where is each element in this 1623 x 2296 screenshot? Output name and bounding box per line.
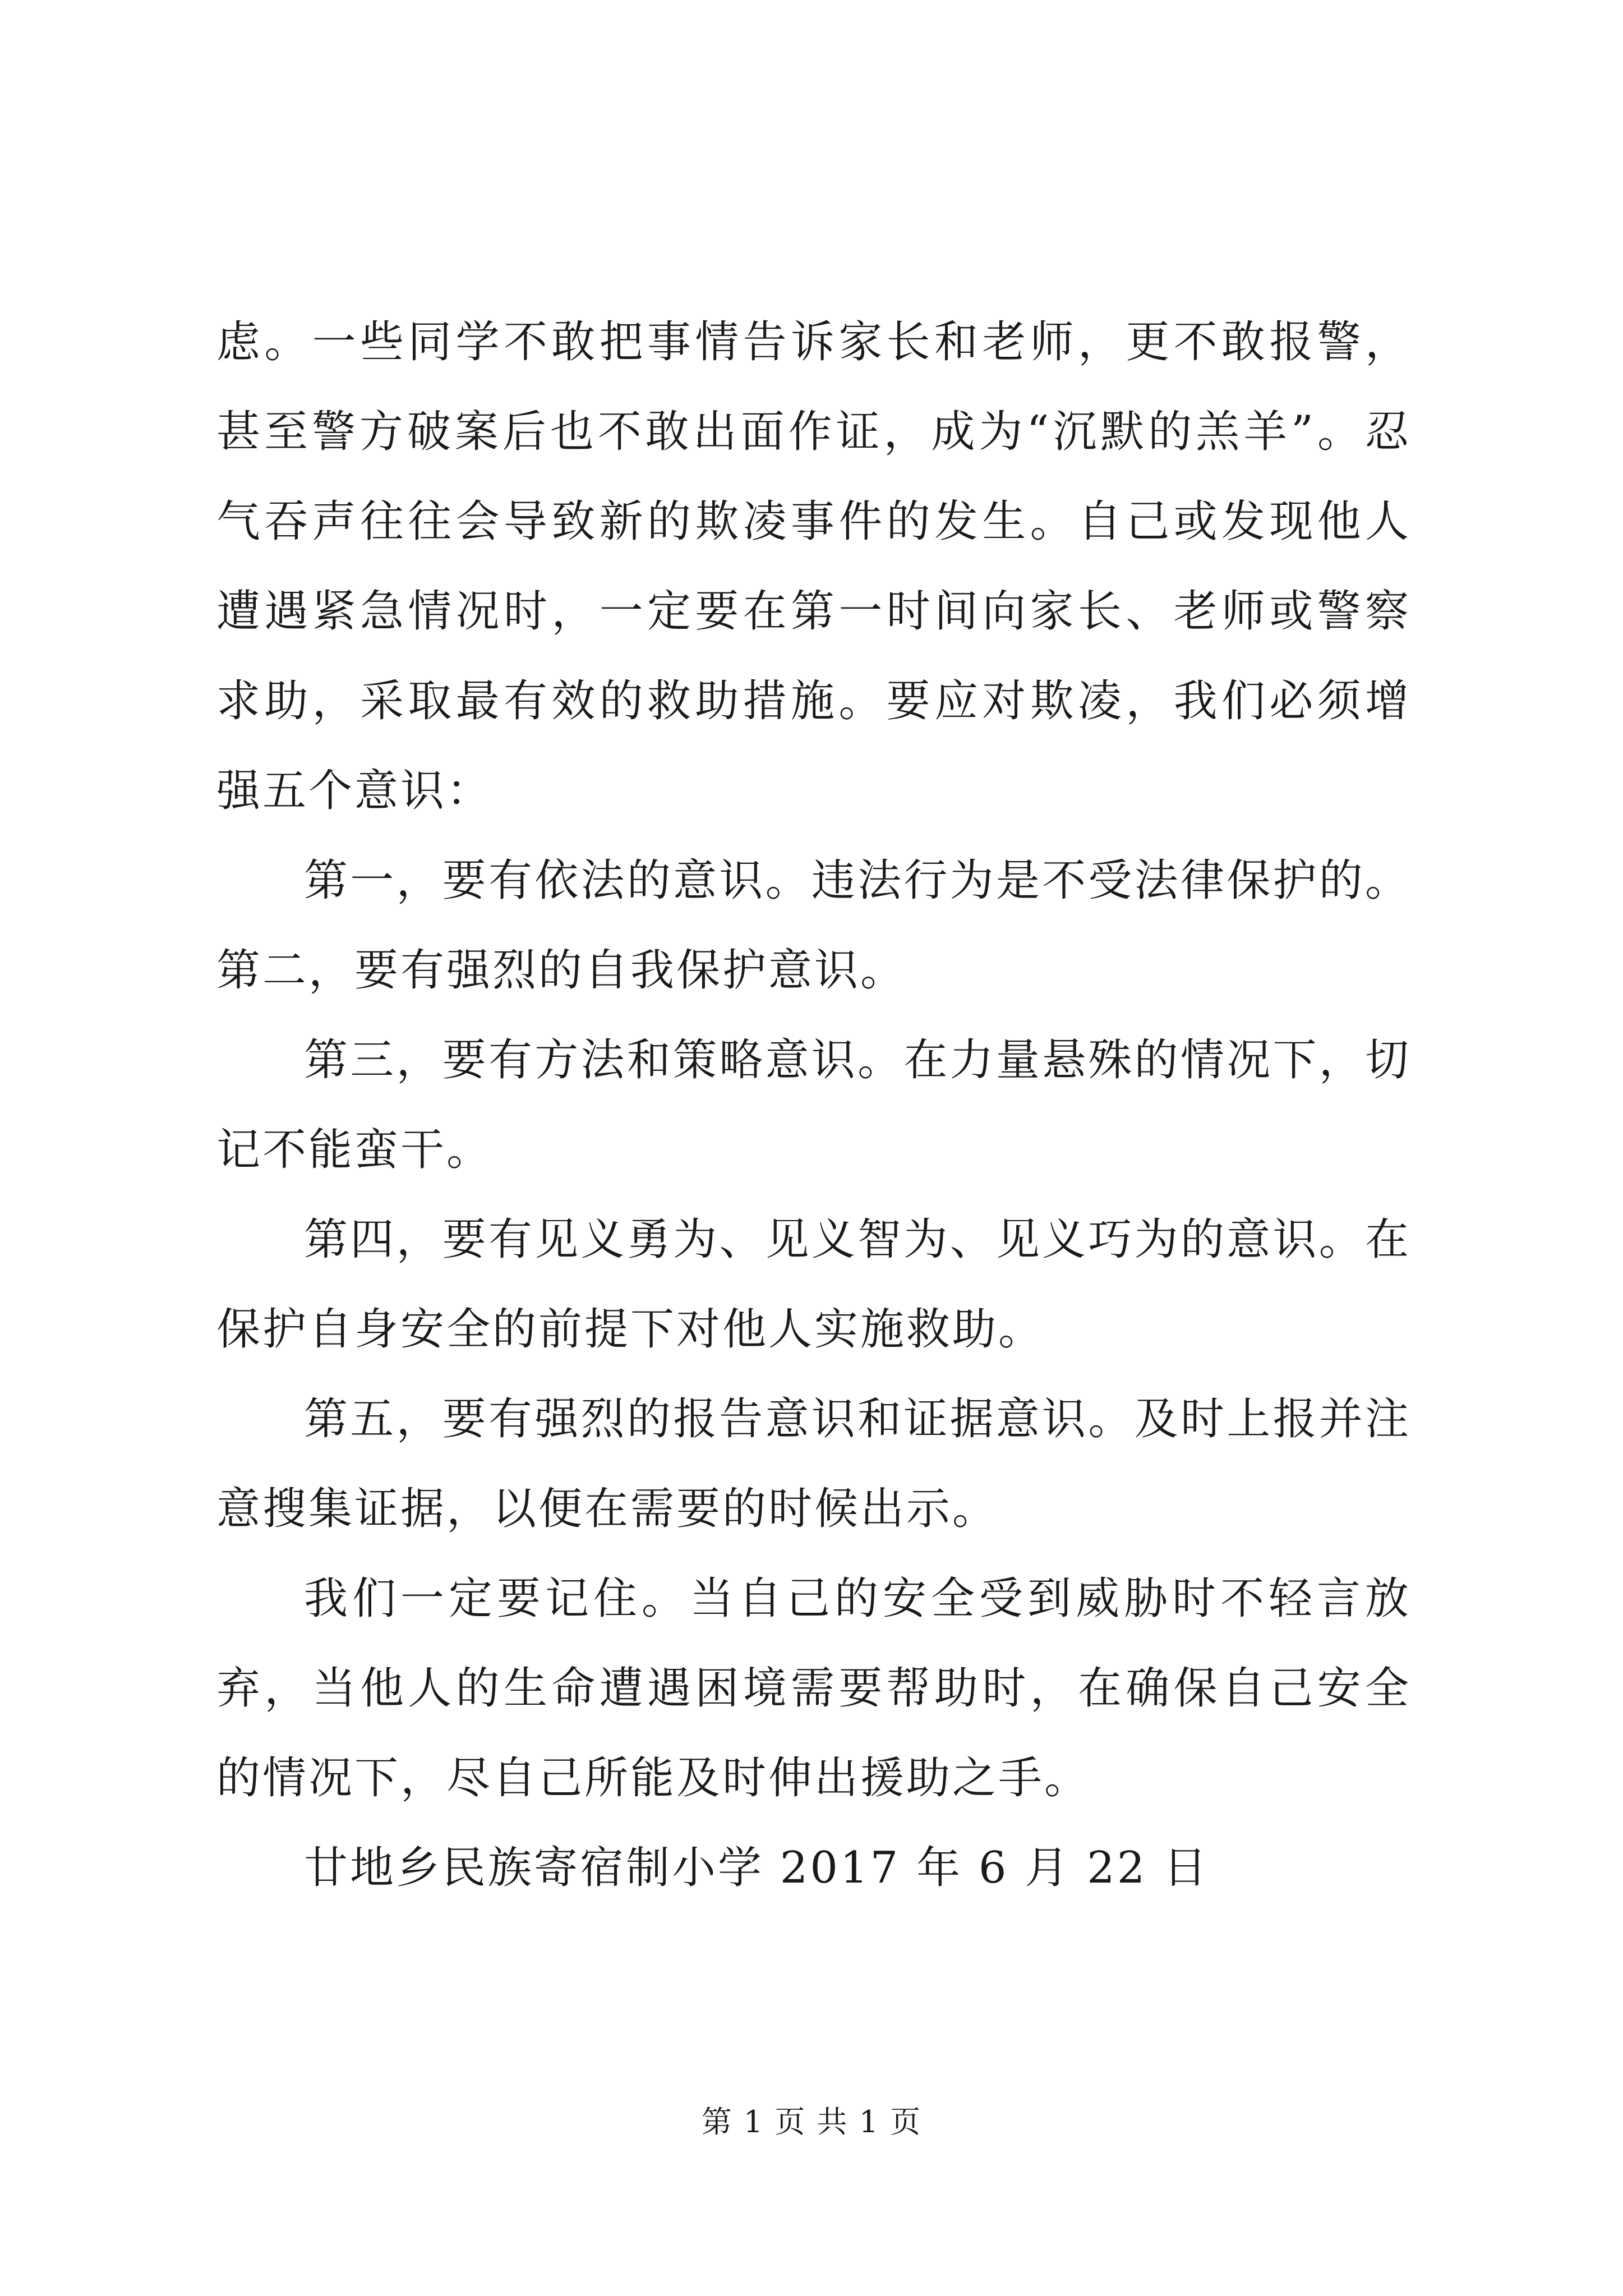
paragraph-fifth-awareness: 第五，要有强烈的报告意识和证据意识。及时上报并注意搜集证据，以便在需要的时候出示。 — [216, 1394, 1411, 1534]
document-body — [216, 297, 1411, 1913]
page-footer: 第 1 页 共 1 页 — [701, 2104, 922, 2139]
signature-line: 廿地乡民族寄宿制小学 2017 年 6 月 22 日 — [304, 1843, 1210, 1893]
paragraph-third-awareness: 第三，要有方法和策略意识。在力量悬殊的情况下，切记不能蛮干。 — [216, 1035, 1411, 1175]
paragraph-first-awareness: 第一，要有依法的意识。违法行为是不受法律保护的。第二，要有强烈的自我保护意识。 — [216, 855, 1411, 996]
paragraph-fourth-awareness: 第四，要有见义勇为、见义智为、见义巧为的意识。在保护自身安全的前提下对他人实施救助。 — [216, 1214, 1411, 1355]
paragraph-conclusion: 我们一定要记住。当自己的安全受到威胁时不轻言放弃，当他人的生命遭遇困境需要帮助时，在确保自己安全的情况下，尽自己所能及时伸出援助之手。 — [216, 1573, 1411, 1803]
paragraph-continuation: 虑。一些同学不敢把事情告诉家长和老师，更不敢报警，甚至警方破案后也不敢出面作证，成为“沉默的羔羊”。忍气吞声往往会导致新的欺凌事件的发生。自己或发现他人遭遇紧急情况时，一定要在第一时间向家长、老师或警察求助，采取最有效的救助措施。要应对欺凌，我们必须增强五个意识： — [216, 317, 1411, 816]
